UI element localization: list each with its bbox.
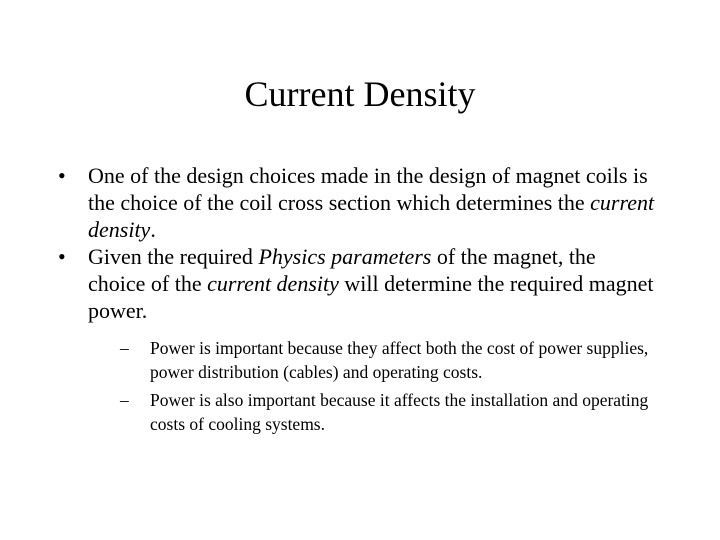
emphasis-text: current density (88, 190, 655, 242)
sub-bullet-item (120, 388, 658, 436)
sub-bullet-text: Power is important because they affect both the cost of power supplies, power distribution (cables) and operating costs. (150, 338, 649, 382)
emphasis-text: current density (207, 271, 339, 296)
bullet-marker: • (58, 163, 66, 188)
sub-bullet-marker: – (120, 338, 129, 358)
bullet-list (58, 162, 658, 440)
emphasis-text: Physics parameters (258, 244, 432, 269)
bullet-item (58, 162, 658, 243)
bullet-text: One of the design choices made in the design of magnet coils is the choice of the coil cross section which determines the current density. (88, 163, 655, 242)
bullet-text: Given the required Physics parameters of the magnet, the choice of the current density will determine the required magnet power. (88, 244, 654, 323)
sub-bullet-item (120, 336, 658, 384)
sub-bullet-text: Power is also important because it affects the installation and operating costs of cooling systems. (150, 390, 649, 434)
bullet-marker: • (58, 244, 66, 269)
sub-bullet-marker: – (120, 390, 129, 410)
sub-bullet-list (88, 336, 658, 436)
slide-title: Current Density (244, 74, 476, 114)
bullet-item (58, 243, 658, 436)
